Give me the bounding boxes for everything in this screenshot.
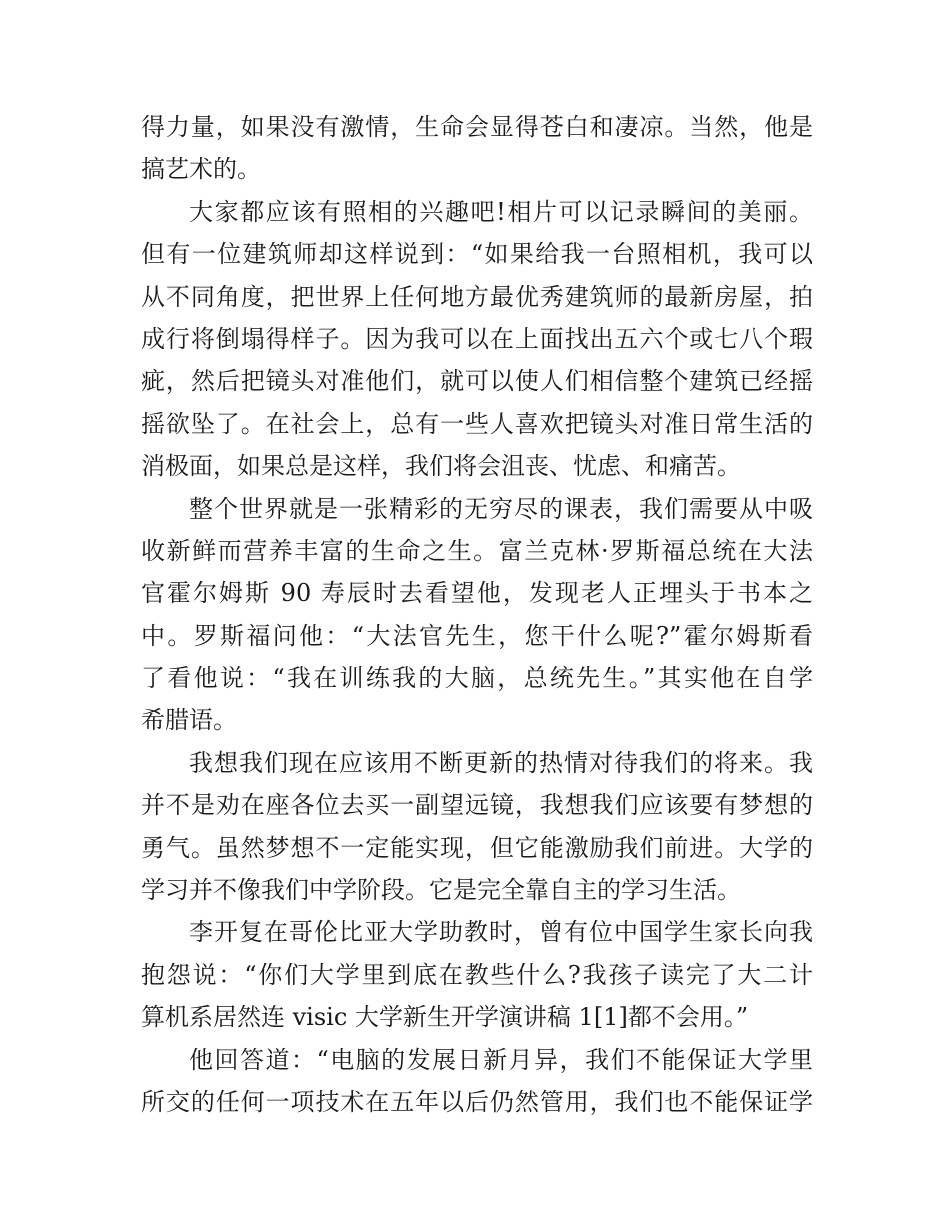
text-line: 勇气。虽然梦想不一定能实现，但它能激励我们前进。大学的 xyxy=(141,833,813,862)
text-line: 算机系居然连 visic 大学新生开学演讲稿 1[1]都不会用。” xyxy=(141,1003,749,1032)
text-line: 摇欲坠了。在社会上，总有一些人喜欢把镜头对准日常生活的 xyxy=(141,409,813,438)
text-line: 收新鲜而营养丰富的生命之生。富兰克林·罗斯福总统在大法 xyxy=(141,536,813,565)
text-line: 他回答道：“电脑的发展日新月异，我们不能保证大学里 xyxy=(189,1045,813,1074)
text-line: 搞艺术的。 xyxy=(141,155,261,184)
text-line: 希腊语。 xyxy=(141,706,237,735)
document-body xyxy=(141,106,813,1123)
text-line: 从不同角度，把世界上任何地方最优秀建筑师的最新房屋，拍 xyxy=(141,282,813,311)
text-line: 大家都应该有照相的兴趣吧!相片可以记录瞬间的美丽。 xyxy=(189,197,813,226)
text-line: 了看他说：“我在训练我的大脑，总统先生。”其实他在自学 xyxy=(141,664,813,693)
text-line: 得力量，如果没有激情，生命会显得苍白和凄凉。当然，他是 xyxy=(141,113,813,141)
text-line: 学习并不像我们中学阶段。它是完全靠自主的学习生活。 xyxy=(141,876,741,905)
text-line: 并不是劝在座各位去买一副望远镜，我想我们应该要有梦想的 xyxy=(141,791,813,820)
text-line: 抱怨说：“你们大学里到底在教些什么?我孩子读完了大二计 xyxy=(141,960,813,989)
text-line: 消极面，如果总是这样，我们将会沮丧、忧虑、和痛苦。 xyxy=(141,452,741,481)
text-line: 成行将倒塌得样子。因为我可以在上面找出五六个或七八个瑕 xyxy=(141,324,813,353)
text-line: 但有一位建筑师却这样说到：“如果给我一台照相机，我可以 xyxy=(141,240,813,269)
text-line: 中。罗斯福问他：“大法官先生，您干什么呢?”霍尔姆斯看 xyxy=(141,621,813,650)
text-line: 所交的任何一项技术在五年以后仍然管用，我们也不能保证学 xyxy=(141,1087,813,1116)
text-line: 整个世界就是一张精彩的无穷尽的课表，我们需要从中吸 xyxy=(189,494,813,523)
text-line: 官霍尔姆斯 90 寿辰时去看望他，发现老人正埋头于书本之 xyxy=(141,579,813,608)
text-line: 疵，然后把镜头对准他们，就可以使人们相信整个建筑已经摇 xyxy=(141,367,813,396)
text-line: 我想我们现在应该用不断更新的热情对待我们的将来。我 xyxy=(189,748,813,777)
text-line: 李开复在哥伦比亚大学助教时，曾有位中国学生家长向我 xyxy=(189,918,813,947)
